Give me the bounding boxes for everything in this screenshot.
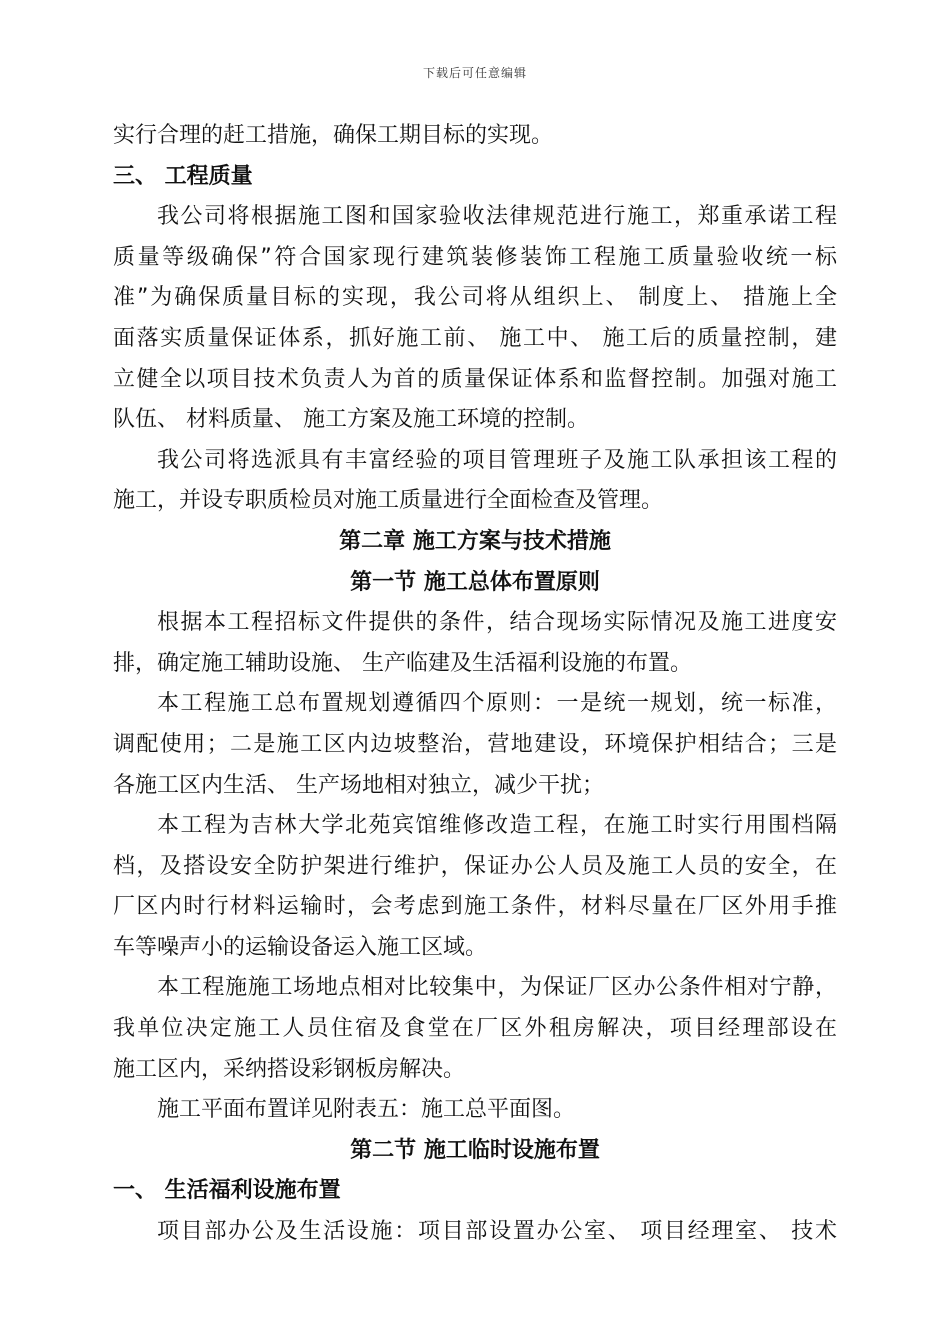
- section-heading: 三、 工程质量: [113, 163, 253, 189]
- page-header: 下载后可任意编辑: [422, 66, 527, 80]
- section-heading: 一、 生活福利设施布置: [113, 1178, 341, 1204]
- paragraph-line: 准”为确保质量目标的实现，我公司将从组织上、 制度上、 措施上全: [113, 285, 837, 311]
- paragraph-line: 项目部办公及生活设施：项目部设置办公室、 项目经理室、 技术: [157, 1219, 837, 1245]
- paragraph-line: 施工平面布置详见附表五：施工总平面图。: [157, 1097, 576, 1123]
- paragraph-line: 我单位决定施工人员住宿及食堂在厂区外租房解决，项目经理部设在: [113, 1016, 837, 1042]
- paragraph-line: 本工程为吉林大学北苑宾馆维修改造工程，在施工时实行用围档隔: [157, 813, 837, 839]
- paragraph-line: 调配使用；二是施工区内边坡整治，营地建设，环境保护相结合；三是: [113, 731, 837, 757]
- section-title: 第一节 施工总体布置原则: [350, 569, 600, 595]
- chapter-title: 第二章 施工方案与技术措施: [339, 528, 611, 554]
- paragraph-line: 厂区内时行材料运输时，会考虑到施工条件，材料尽量在厂区外用手推: [113, 894, 837, 920]
- document-body: [113, 116, 837, 1253]
- paragraph-line: 队伍、 材料质量、 施工方案及施工环境的控制。: [113, 407, 589, 433]
- paragraph-line: 实行合理的赶工措施，确保工期目标的实现。: [113, 123, 554, 148]
- paragraph-line: 我公司将选派具有丰富经验的项目管理班子及施工队承担该工程的: [157, 447, 837, 473]
- paragraph-line: 车等噪声小的运输设备运入施工区域。: [113, 934, 488, 960]
- paragraph-line: 施工区内，采纳搭设彩钢板房解决。: [113, 1056, 466, 1082]
- paragraph-line: 各施工区内生活、 生产场地相对独立，减少干扰；: [113, 772, 604, 798]
- paragraph-line: 档，及搭设安全防护架进行维护，保证办公人员及施工人员的安全，在: [113, 853, 837, 879]
- paragraph-line: 排，确定施工辅助设施、 生产临建及生活福利设施的布置。: [113, 650, 692, 676]
- paragraph-line: 面落实质量保证体系，抓好施工前、 施工中、 施工后的质量控制，建: [113, 325, 837, 351]
- paragraph-line: 立健全以项目技术负责人为首的质量保证体系和监督控制。加强对施工: [113, 366, 837, 392]
- section-title: 第二节 施工临时设施布置: [350, 1137, 600, 1163]
- paragraph-line: 我公司将根据施工图和国家验收法律规范进行施工，郑重承诺工程: [157, 204, 837, 230]
- paragraph-line: 本工程施施工场地点相对比较集中，为保证厂区办公条件相对宁静，: [157, 975, 837, 1001]
- paragraph-line: 质量等级确保”符合国家现行建筑装修装饰工程施工质量验收统一标: [113, 244, 837, 270]
- paragraph-line: 施工，并设专职质检员对施工质量进行全面检查及管理。: [113, 488, 664, 514]
- paragraph-line: 根据本工程招标文件提供的条件，结合现场实际情况及施工进度安: [157, 610, 837, 636]
- paragraph-line: 本工程施工总布置规划遵循四个原则：一是统一规划，统一标准，: [157, 691, 837, 717]
